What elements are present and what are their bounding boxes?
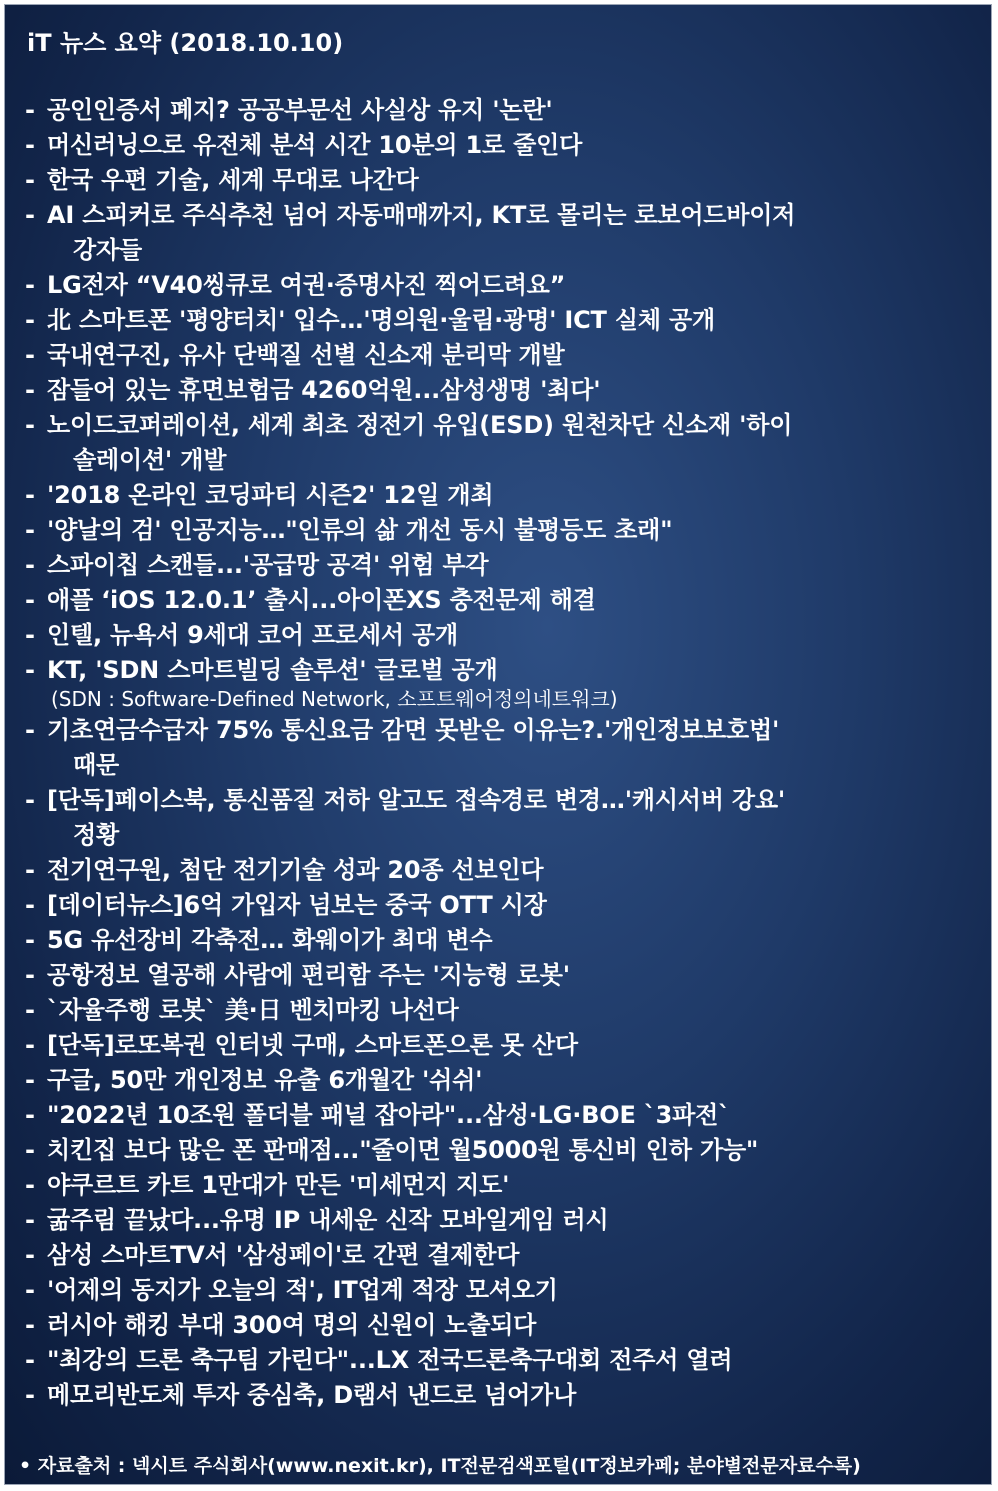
news-headline: 러시아 해킹 부대 300여 명의 신원이 노출되다 [47,1311,537,1339]
news-headline-continuation: 강자들 [73,236,142,264]
news-headline: `자율주행 로봇` 美·日 벤치마킹 나선다 [47,996,459,1024]
news-subnote: (SDN : Software-Defined Network, 소프트웨어정의네트워크) [51,687,618,711]
news-item [25,1273,973,1308]
news-headline: 인텔, 뉴욕서 9세대 코어 프로세서 공개 [47,621,458,649]
news-headline: 굶주림 끝났다...유명 IP 내세운 신작 모바일게임 러시 [47,1206,609,1234]
news-headline: '2018 온라인 코딩파티 시즌2' 12일 개최 [47,481,494,509]
bullet-dash: - [25,1276,35,1304]
news-item [25,1378,973,1413]
news-item [25,478,973,513]
news-item [25,1203,973,1238]
source-bullet: • [19,1455,32,1477]
bullet-dash: - [25,1101,35,1129]
bullet-dash: - [25,1241,35,1269]
news-item [25,268,973,303]
news-item [25,128,973,163]
news-item [25,513,973,548]
bullet-dash: - [25,621,35,649]
bullet-dash: - [25,1136,35,1164]
news-headline: 스파이칩 스캔들...'공급망 공격' 위험 부각 [47,551,489,579]
news-headline: [데이터뉴스]6억 가입자 넘보는 중국 OTT 시장 [47,891,547,919]
news-headline: 北 스마트폰 '평양터치' 입수…'명의원·울림·광명' ICT 실체 공개 [47,306,715,334]
news-item [25,888,973,923]
bullet-dash: - [25,131,35,159]
bullet-dash: - [25,926,35,954]
news-headline: 전기연구원, 첨단 전기기술 성과 20종 선보인다 [47,856,544,884]
bullet-dash: - [25,1066,35,1094]
news-item [25,653,973,688]
news-headline-continuation: 솔레이션' 개발 [73,446,227,474]
news-item [25,923,973,958]
news-headline-continuation: 정황 [73,821,119,849]
bullet-dash: - [25,481,35,509]
news-item [25,1063,973,1098]
bullet-dash: - [25,1171,35,1199]
bullet-dash: - [25,786,35,814]
bullet-dash: - [25,271,35,299]
news-item [25,303,973,338]
news-item [25,1098,973,1133]
news-item [25,1308,973,1343]
news-list [25,93,973,1413]
bullet-dash: - [25,856,35,884]
news-item [25,338,973,373]
news-headline: LG전자 “V40씽큐로 여권·증명사진 찍어드려요” [47,271,566,299]
news-headline: 공항정보 열공해 사람에 편리함 주는 '지능형 로봇' [47,961,570,989]
news-headline: KT, 'SDN 스마트빌딩 솔루션' 글로벌 공개 [47,656,498,684]
source-note [19,1453,861,1479]
bullet-dash: - [25,376,35,404]
news-item [25,1168,973,1203]
news-headline: "2022년 10조원 폴더블 패널 잡아라"...삼성·LG·BOE `3파전` [47,1101,730,1129]
bullet-dash: - [25,411,35,439]
news-headline: '어제의 동지가 오늘의 적', IT업계 적장 모셔오기 [47,1276,558,1304]
news-item [25,408,973,478]
bullet-dash: - [25,166,35,194]
news-item [25,853,973,888]
news-headline: 한국 우편 기술, 세계 무대로 나간다 [47,166,419,194]
news-headline: 잠들어 있는 휴면보험금 4260억원...삼성생명 '최다' [47,376,601,404]
news-headline: [단독]로또복권 인터넷 구매, 스마트폰으론 못 산다 [47,1031,578,1059]
news-item [25,198,973,268]
news-item [25,958,973,993]
bullet-dash: - [25,716,35,744]
news-item [25,1028,973,1063]
bullet-dash: - [25,551,35,579]
bullet-dash: - [25,996,35,1024]
news-summary-card [4,4,992,1485]
news-headline: AI 스피커로 주식추천 넘어 자동매매까지, KT로 몰리는 로보어드바이저 [47,201,796,229]
news-headline: 공인인증서 폐지? 공공부문선 사실상 유지 '논란' [47,96,553,124]
bullet-dash: - [25,656,35,684]
news-headline: 5G 유선장비 각축전… 화웨이가 최대 변수 [47,926,493,954]
bullet-dash: - [25,1311,35,1339]
news-item [25,373,973,408]
news-headline: 노이드코퍼레이션, 세계 최초 정전기 유입(ESD) 원천차단 신소재 '하이 [47,411,793,439]
news-headline: 구글, 50만 개인정보 유출 6개월간 '쉬쉬' [47,1066,483,1094]
bullet-dash: - [25,1206,35,1234]
news-item [25,783,973,853]
news-headline: '양날의 검' 인공지능…"인류의 삶 개선 동시 불평등도 초래" [47,516,673,544]
bullet-dash: - [25,1381,35,1409]
page-title: iT 뉴스 요약 (2018.10.10) [27,29,344,57]
news-item [25,163,973,198]
bullet-dash: - [25,201,35,229]
news-item [25,548,973,583]
bullet-dash: - [25,891,35,919]
bullet-dash: - [25,1346,35,1374]
source-text: 자료출처 : 넥시트 주식회사(www.nexit.kr), IT전문검색포털(IT정보카페; 분야별전문자료수록) [37,1455,861,1477]
bullet-dash: - [25,341,35,369]
news-headline: 머신러닝으로 유전체 분석 시간 10분의 1로 줄인다 [47,131,583,159]
bullet-dash: - [25,96,35,124]
news-headline: [단독]페이스북, 통신품질 저하 알고도 접속경로 변경…'캐시서버 강요' [47,786,786,814]
news-item [25,93,973,128]
news-headline: 치킨집 보다 많은 폰 판매점..."줄이면 월5000원 통신비 인하 가능" [47,1136,759,1164]
news-item [25,1238,973,1273]
news-item [25,1343,973,1378]
news-item [25,993,973,1028]
bullet-dash: - [25,516,35,544]
news-headline: "최강의 드론 축구팀 가린다"...LX 전국드론축구대회 전주서 열려 [47,1346,733,1374]
news-headline: 삼성 스마트TV서 '삼성페이'로 간편 결제한다 [47,1241,520,1269]
news-headline: 야쿠르트 카트 1만대가 만든 '미세먼지 지도' [47,1171,510,1199]
news-headline: 국내연구진, 유사 단백질 선별 신소재 분리막 개발 [47,341,565,369]
news-item [25,618,973,653]
news-headline: 메모리반도체 투자 중심축, D램서 낸드로 넘어가나 [47,1381,577,1409]
news-item [25,583,973,618]
news-headline: 기초연금수급자 75% 통신요금 감면 못받은 이유는?.'개인정보보호법' [47,716,780,744]
bullet-dash: - [25,586,35,614]
news-headline: 애플 ‘iOS 12.0.1’ 출시...아이폰XS 충전문제 해결 [47,586,596,614]
bullet-dash: - [25,1031,35,1059]
bullet-dash: - [25,306,35,334]
news-item [25,713,973,783]
bullet-dash: - [25,961,35,989]
news-headline-continuation: 때문 [73,751,119,779]
news-item [25,1133,973,1168]
